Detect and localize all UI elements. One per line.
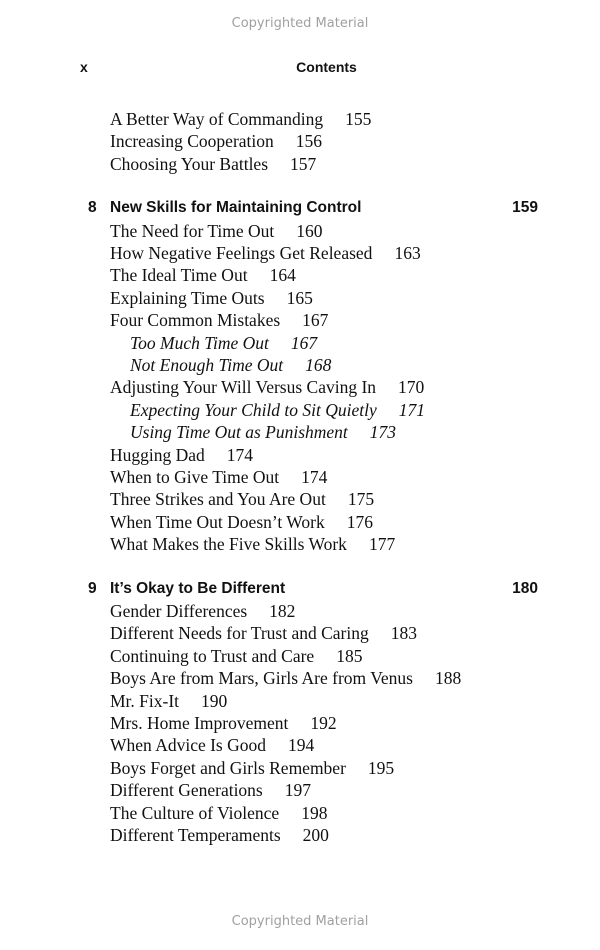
- watermark-top: Copyrighted Material: [231, 16, 369, 31]
- entry-page-number: 194: [288, 735, 315, 756]
- running-title: Contents: [296, 59, 357, 75]
- toc-entry[interactable]: [110, 533, 395, 555]
- toc-entry[interactable]: [110, 690, 227, 712]
- toc-subentry[interactable]: [130, 399, 425, 421]
- entry-title: The Need for Time Out: [110, 220, 275, 241]
- entry-page-number: 170: [398, 377, 425, 398]
- entry-title: Adjusting Your Will Versus Caving In: [110, 377, 377, 398]
- toc-entry[interactable]: [110, 242, 421, 264]
- entry-title: Not Enough Time Out: [130, 355, 284, 375]
- entry-title: Different Temperaments: [110, 825, 281, 845]
- toc-entry[interactable]: [110, 130, 322, 152]
- entry-page-number: 200: [302, 825, 329, 845]
- chapter-heading[interactable]: [88, 578, 538, 600]
- entry-title: Too Much Time Out: [130, 332, 269, 353]
- entry-title: Mr. Fix-It: [110, 690, 180, 711]
- toc-entry[interactable]: [110, 264, 296, 286]
- toc-entry[interactable]: [110, 108, 371, 130]
- entry-title: How Negative Feelings Get Released: [110, 243, 373, 263]
- entry-page-number: 197: [284, 780, 311, 801]
- entry-title: Three Strikes and You Are Out: [110, 489, 326, 510]
- entry-title: Continuing to Trust and Care: [110, 645, 315, 666]
- toc-entry[interactable]: [110, 153, 316, 175]
- entry-page-number: 192: [310, 713, 337, 733]
- entry-page-number: 188: [434, 668, 462, 689]
- toc-subentry[interactable]: [130, 421, 396, 443]
- toc-entry[interactable]: [110, 220, 323, 242]
- entry-page-number: 155: [345, 109, 372, 129]
- entry-page-number: 176: [346, 511, 374, 532]
- toc-entry[interactable]: [110, 712, 337, 734]
- chapter-title: It’s Okay to Be Different: [110, 579, 286, 597]
- watermark-bottom: Copyrighted Material: [231, 914, 369, 929]
- entry-title: What Makes the Five Skills Work: [110, 534, 347, 555]
- toc-entry[interactable]: [110, 444, 253, 466]
- entry-title: Boys Forget and Girls Remember: [110, 757, 346, 778]
- toc-entry[interactable]: [110, 779, 311, 801]
- chapter-page-number: 180: [512, 579, 538, 597]
- toc-entry[interactable]: [110, 511, 373, 533]
- entry-title: When Time Out Doesn’t Work: [110, 511, 325, 532]
- entry-page-number: 160: [296, 220, 323, 241]
- entry-title: Different Needs for Trust and Caring: [110, 623, 369, 644]
- entry-page-number: 195: [367, 757, 395, 778]
- entry-page-number: 164: [269, 265, 296, 286]
- entry-title: Expecting Your Child to Sit Quietly: [130, 399, 377, 420]
- entry-title: Different Generations: [110, 780, 263, 801]
- entry-page-number: 175: [347, 489, 375, 510]
- entry-page-number: 167: [302, 310, 329, 331]
- entry-page-number: 182: [269, 601, 296, 621]
- toc-subentry[interactable]: [130, 354, 331, 376]
- chapter-heading[interactable]: [88, 197, 538, 219]
- toc-entry[interactable]: [110, 600, 295, 622]
- toc-entry[interactable]: [110, 645, 362, 667]
- toc-subentry[interactable]: [130, 332, 317, 354]
- chapter-number: 8: [88, 199, 97, 217]
- toc-entry[interactable]: [110, 376, 424, 398]
- entry-title: Using Time Out as Punishment: [130, 422, 348, 443]
- entry-page-number: 168: [305, 355, 332, 375]
- entry-title: Choosing Your Battles: [110, 153, 269, 174]
- entry-title: When Advice Is Good: [110, 735, 267, 756]
- entry-page-number: 174: [226, 444, 254, 465]
- entry-page-number: 173: [369, 422, 397, 443]
- toc-entry[interactable]: [110, 824, 329, 846]
- page-number-roman: x: [80, 59, 88, 75]
- entry-page-number: 156: [295, 131, 323, 152]
- chapter-title: New Skills for Maintaining Control: [110, 199, 362, 217]
- entry-page-number: 157: [290, 153, 317, 174]
- toc-entry[interactable]: [110, 622, 417, 644]
- chapter-page-number: 159: [512, 199, 538, 217]
- toc-entry[interactable]: [110, 734, 314, 756]
- toc-entry[interactable]: [110, 488, 374, 510]
- entry-title: Explaining Time Outs: [110, 287, 265, 308]
- entry-page-number: 163: [394, 243, 421, 263]
- entry-title: Increasing Cooperation: [110, 131, 274, 152]
- entry-page-number: 174: [301, 467, 328, 487]
- entry-title: Gender Differences: [110, 601, 248, 621]
- entry-title: Hugging Dad: [110, 444, 205, 465]
- toc-entry[interactable]: [110, 466, 327, 488]
- chapter-number: 9: [88, 579, 97, 597]
- entry-title: Mrs. Home Improvement: [110, 713, 289, 733]
- toc-entry[interactable]: [110, 309, 328, 331]
- entry-page-number: 183: [390, 623, 417, 644]
- entry-title: Boys Are from Mars, Girls Are from Venus: [110, 668, 413, 689]
- entry-title: When to Give Time Out: [110, 467, 280, 487]
- toc-entry[interactable]: [110, 802, 327, 824]
- entry-title: A Better Way of Commanding: [110, 109, 324, 129]
- entry-page-number: 198: [301, 802, 328, 823]
- entry-page-number: 185: [336, 645, 363, 666]
- toc-entry[interactable]: [110, 287, 313, 309]
- entry-page-number: 165: [286, 287, 313, 308]
- entry-title: The Ideal Time Out: [110, 265, 248, 286]
- entry-title: The Culture of Violence: [110, 802, 280, 823]
- toc-entry[interactable]: [110, 667, 461, 689]
- entry-page-number: 167: [290, 332, 318, 353]
- toc-entry[interactable]: [110, 757, 394, 779]
- entry-title: Four Common Mistakes: [110, 310, 281, 331]
- entry-page-number: 177: [368, 534, 396, 555]
- entry-page-number: 171: [398, 399, 426, 420]
- entry-page-number: 190: [201, 690, 228, 711]
